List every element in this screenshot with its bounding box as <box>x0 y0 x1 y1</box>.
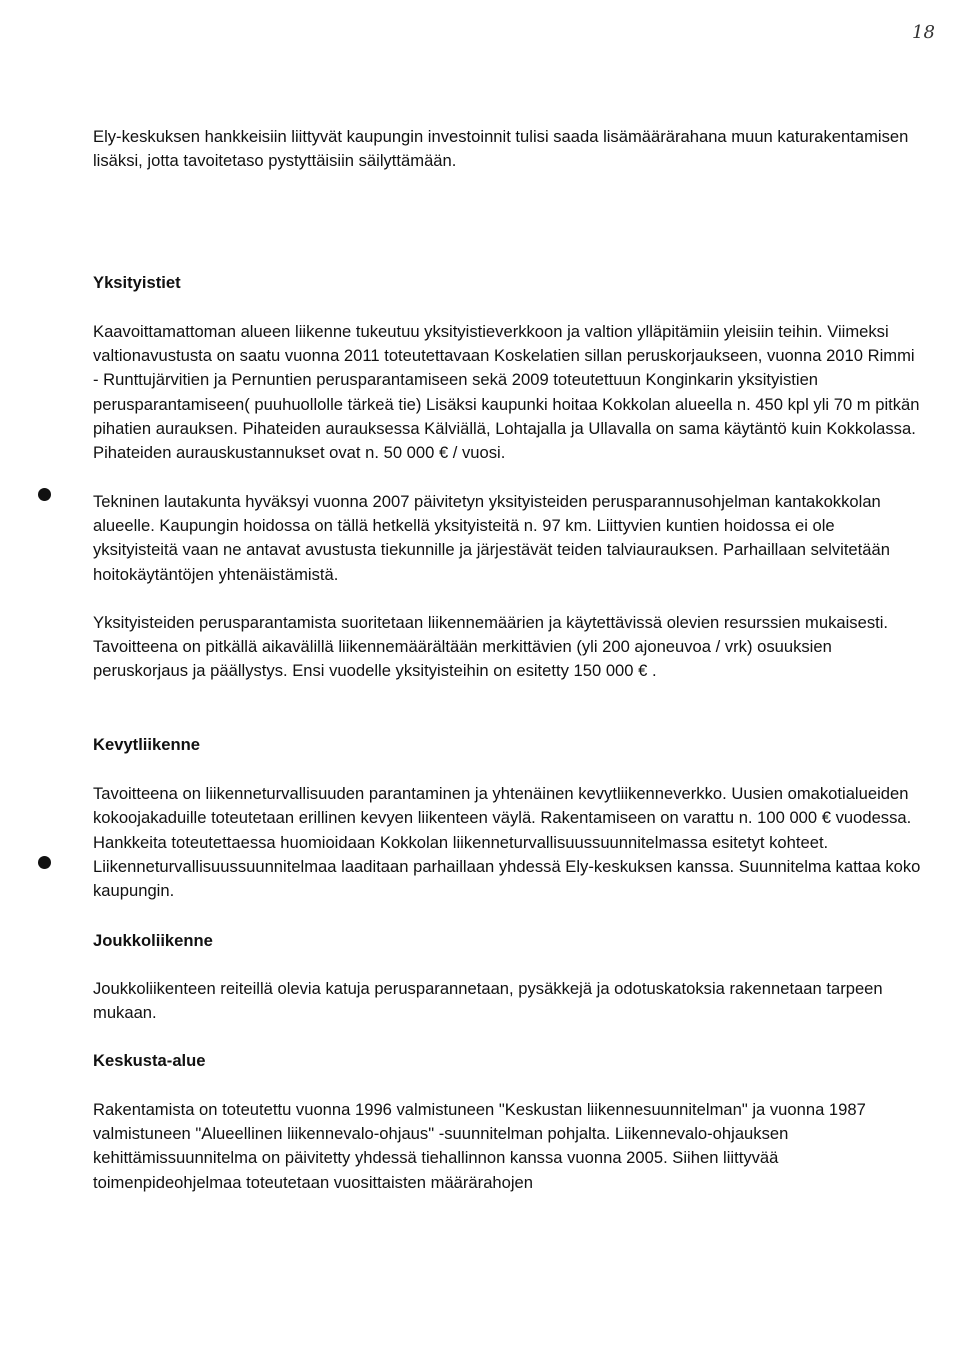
paragraph-city-centre: Rakentamista on toteutettu vuonna 1996 valmistuneen "Keskustan liikennesuunnitelman" ja vuonna 1987 valmistuneen "Alueellinen liikennevalo-ohjaus" -suunnitelman pohjalta. Liikennevalo-ohjauksen kehittämissuunnitelma on päivitetty yhdessä tiehallinnon kanssa vuonna 2005. Siihen liittyvää toimenpideohjelmaa toteutetaan vuosittaisten määrärahojen <box>93 1099 866 1192</box>
paragraph-investments: Ely-keskuksen hankkeisiin liittyvät kaupungin investoinnit tulisi saada lisämäärärahana muun katurakentamisen lisäksi, jotta tavoitetaso pystyttäisiin säilyttämään. <box>93 127 909 171</box>
paragraph-light-traffic: Tavoitteena on liikenneturvallisuuden parantaminen ja yhtenäinen kevytliikenneverkko. Uusien omakotialueiden kokoojakaduille toteutetaan erillinen kevyen liikenteen väylä. Rakentamiseen on varattu n. 100 000 € vuodessa. Hankkeita toteutettaessa huomioidaan Kokkolan liikenneturvallisuussuunnitelmassa esitetyt kohteet. Liikenneturvallisuussuunnitelmaa laaditaan parhaillaan yhdessä Ely-keskuksen kanssa. Suunnitelma kattaa koko kaupungin. <box>93 784 921 901</box>
heading-kevytliikenne: Kevytliikenne <box>93 734 200 754</box>
document-body <box>93 125 923 1195</box>
heading-joukkoliikenne: Joukkoliikenne <box>93 930 213 950</box>
paragraph-private-roads: Kaavoittamattoman alueen liikenne tukeutuu yksityistieverkkoon ja valtion ylläpitämiin yleisiin teihin. Viimeksi valtionavustusta on saatu vuonna 2011 toteutettavaan Koskelatien sillan peruskorjaukseen, vuonna 2010 Rimmi - Runttujärvitien ja Pernuntien perusparantamiseen sekä 2009 toteutettuun Konginkarin yksityistien perusparantamiseen( puuhuollolle tärkeä tie) Lisäksi kaupunki hoitaa Kokkolan alueella n. 450 kpl yli 70 m pitkän pihatien aurauksen. Pihateiden aurauksessa Kälviällä, Lohtajalla ja Ullavalla on sama käytäntö kuin Kokkolassa. Pihateiden aurauskustannukset ovat n. 50 000 € / vuosi. <box>93 321 920 463</box>
page-number: 18 <box>912 22 935 43</box>
punch-hole-bottom <box>38 856 51 869</box>
paragraph-public-transport: Joukkoliikenteen reiteillä olevia katuja perusparannetaan, pysäkkejä ja odotuskatoksia rakennetaan tarpeen mukaan. <box>93 978 883 1023</box>
heading-yksityistiet: Yksityistiet <box>93 272 181 292</box>
paragraph-technical-board: Tekninen lautakunta hyväksyi vuonna 2007 päivitetyn yksityisteiden perusparannusohjelman kantakokkolan alueelle. Kaupungin hoidossa on tällä hetkellä yksityisteitä n. 97 km. Liittyvien kuntien hoidossa ei ole yksityisteitä vaan ne antavat avustusta tiekunnille ja järjestävät teiden talviaurauksen. Parhaillaan selvitetään hoitokäytäntöjen yhtenäistämistä. <box>93 491 890 584</box>
heading-keskusta-alue: Keskusta-alue <box>93 1051 206 1071</box>
punch-hole-top <box>38 488 51 501</box>
paragraph-improvements: Yksityisteiden perusparantamista suoritetaan liikennemäärien ja käytettävissä olevien resurssien mukaisesti. Tavoitteena on pitkällä aikavälillä liikennemäärältään merkittävien (yli 200 ajoneuvoa / vrk) osuuksien peruskorjaus ja päällystys. Ensi vuodelle yksityisteihin on esitetty 150 000 € . <box>93 612 889 681</box>
